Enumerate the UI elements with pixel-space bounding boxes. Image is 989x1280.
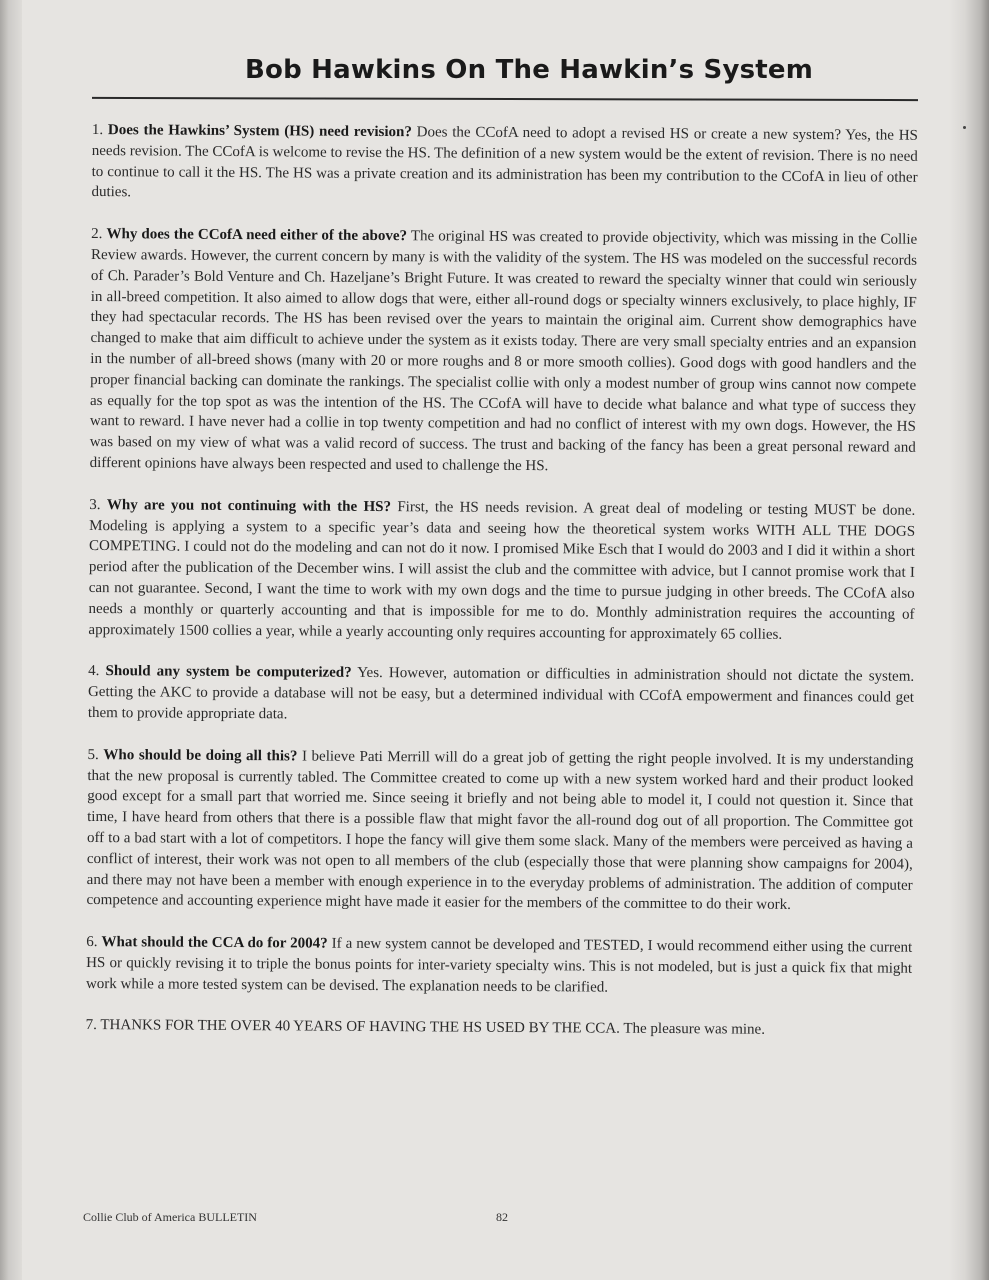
paragraph-6 — [86, 932, 912, 1000]
answer: I believe Pati Merrill will do a great job of getting the right people involved. It is my understanding that the new proposal is currently tabled. The Committee created to come up with a new system worked hard and their product looked good except for a small part that worried me. Since seeing it briefly and not being able to model it, I could not question it. Since that time, I have heard from others that there is a possible flaw that might favor the all-round dog out of all proportion. The Committee got off to a bad start with a lot of competitors. I hope the fancy will give them some slack. Many of the members were perceived as having a conflict of interest, their work was not open to all members of the club (especially those that were planning show campaigns for 2004), and there may not have been a member with enough experience in to the everyday problems of administration. The addition of computer competence and accounting experience might have made it easier for the members of the committee to do their work. — [86, 748, 914, 914]
page-edge-shadow — [949, 0, 989, 1280]
question: Why are you not continuing with the HS? — [106, 496, 392, 515]
question: Who should be doing all this? — [103, 746, 298, 765]
question: Does the Hawkins’ System (HS) need revision? — [107, 122, 412, 141]
question: Why does the CCofA need either of the above? — [106, 226, 408, 245]
item-number: 1. — [91, 121, 109, 139]
paragraph-1 — [91, 120, 918, 209]
question: Should any system be computerized? — [105, 663, 352, 682]
item-number: 3. — [89, 496, 107, 513]
article-body — [85, 120, 918, 1063]
answer: The original HS was created to provide objectivity, which was missing in the Collie Review awards. However, the current concern by many is with the validity of the system. The HS was modeled on the successful records of Ch. Parader’s Bold Venture and Ch. Hazeljane’s Bright Future. It was created to reward the specialty winner that could win seriously in all-breed competition. It also aimed to allow dogs that were, either all-round dogs or specialty winners exclusively, to place highly, IF they had spectacular records. The HS has been revised over the years to maintain the original aim. Current show demographics have changed to make that aim difficult to achieve under the system as it exists today. There are very small specialty entries and an expansion in the number of all-breed shows (many with 20 or more roughs and 8 or more smooth collies). Good dogs with good handlers and the proper financial backing can dominate the rankings. The specialist collie with only a modest number of group wins cannot now compete as equally for the top spot as was the intention of the HS. The CCofA will have to decide what balance and what type of success they want to reward. I have never had a collie in top twenty competition and had no conflict of interest with my own dogs. However, the HS was based on my view of what was a valid record of success. The trust and backing of the fancy has been a great personal reward and different opinions have always been respected and used to challenge the HS. — [89, 228, 918, 475]
item-number: 4. — [88, 663, 106, 680]
answer: Yes. However, automation or difficulties in administration should not dictate the system. Getting the AKC to provide a database will not be easy, but a determined individual with CCofA empowerment and finances could get them to provide appropriate data. — [87, 665, 915, 723]
closing-line: 7. THANKS FOR THE OVER 40 YEARS OF HAVING THE HS USED BY THE CCA. The pleasure was mine. — [85, 1017, 766, 1039]
title-rule — [92, 97, 918, 101]
answer: First, the HS needs revision. A great deal of modeling or testing MUST be done. Modeling is applying a system to a specific year’s data and seeing how the theoretical system works WITH ALL THE DOGS COMPETING. I could not do the modeling and can not do it now. I promised Mike Esch that I would do 2003 and I did it within a short period after the publication of the December wins. I will assist the club and the committee with advice, but I cannot promise work that I can not guarantee. Second, I want the time to work with my own dogs and the time to pursue judging in other breeds. The CCofA also needs a monthly or quarterly accounting and that is impossible for me to do. Monthly administration requires the accounting of approximately 1500 collies a year, while a yearly accounting only requires accounting for approximately 65 collies. — [88, 498, 916, 643]
speck-mark — [963, 126, 966, 129]
article-title: Bob Hawkins On The Hawkin’s System — [245, 55, 814, 85]
answer: If a new system cannot be developed and TESTED, I would recommend either using the current HS or quickly revising it to triple the bonus points for inter-variety specialty wins. This is not modeled, but is just a quick fix that might work while a more tested system can be devised. The explanation needs to be clarified. — [85, 935, 913, 996]
question: What should the CCA do for 2004? — [101, 934, 328, 952]
paragraph-5 — [86, 745, 913, 917]
paragraph-3 — [88, 495, 915, 646]
publication-name: Collie Club of America BULLETIN — [83, 1210, 257, 1224]
paragraph-2 — [90, 224, 918, 479]
answer: Does the CCofA need to adopt a revised HS or create a new system? Yes, the HS needs revision. The CCofA is welcome to revise the HS. The definition of a new system would be the extent of revision. There is no need to continue to call it the HS. The HS was a private creation and its administration has been my contribution to the CCofA in lieu of other duties. — [91, 124, 918, 201]
item-number: 5. — [87, 746, 104, 763]
page-binding-shadow — [0, 0, 22, 1280]
item-number: 2. — [91, 226, 107, 243]
item-number: 6. — [86, 934, 102, 951]
page-number: 82 — [496, 1210, 508, 1224]
paragraph-4 — [88, 661, 914, 729]
